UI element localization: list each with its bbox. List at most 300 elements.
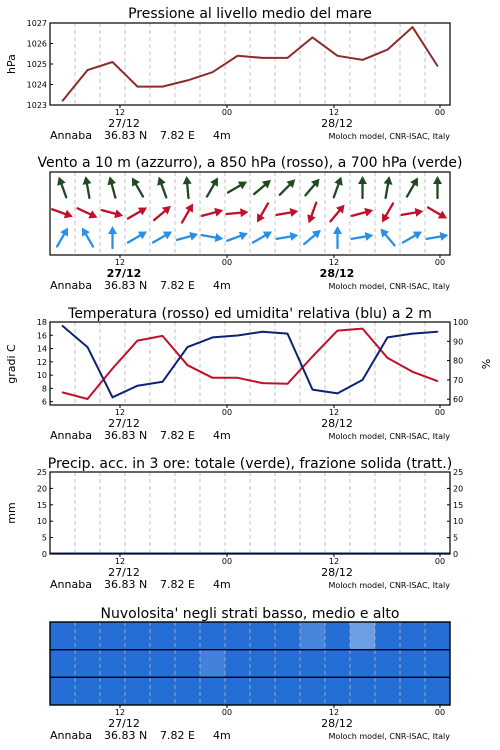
humidity-line-point bbox=[412, 333, 414, 335]
wind-arrow bbox=[128, 232, 147, 243]
cloud-cell bbox=[100, 650, 126, 678]
y-tick-label: 16 bbox=[36, 331, 47, 341]
wind-arrow-shaft bbox=[261, 203, 268, 215]
cloud-cell bbox=[300, 677, 326, 705]
wind-arrow-shaft bbox=[228, 186, 240, 193]
cloud-cell bbox=[100, 677, 126, 705]
wind-arrow-head bbox=[433, 176, 442, 184]
pressure-line-point bbox=[337, 55, 339, 57]
temperature-line-point bbox=[112, 368, 114, 370]
wind-arrow bbox=[330, 205, 344, 222]
wind-arrow-head bbox=[215, 233, 224, 242]
cloud-cover-panel bbox=[50, 606, 451, 742]
wind-arrow-shaft bbox=[136, 184, 143, 196]
cloud-cell bbox=[175, 622, 201, 650]
x-date-label: 27/12 bbox=[108, 566, 140, 579]
x-tick-label: 00 bbox=[221, 108, 233, 117]
cloud-cell bbox=[125, 677, 151, 705]
y-tick-label-right: 10 bbox=[453, 517, 464, 527]
wind-arrow-shaft bbox=[277, 236, 291, 238]
location-lon: 7.82 E bbox=[160, 279, 195, 292]
cloud-cell bbox=[375, 677, 401, 705]
cloud-cell bbox=[325, 650, 351, 678]
wind-arrow-head bbox=[415, 208, 424, 217]
wind-arrow-shaft bbox=[403, 236, 415, 243]
x-tick-label: 00 bbox=[221, 557, 233, 566]
temperature-humidity-panel bbox=[5, 306, 493, 442]
wind-arrow bbox=[102, 209, 123, 218]
wind-arrow-shaft bbox=[187, 184, 188, 198]
wind-arrow-shaft bbox=[128, 236, 140, 243]
humidity-line-point bbox=[312, 389, 314, 391]
wind-arrow-shaft bbox=[352, 236, 366, 238]
wind-arrow bbox=[257, 203, 268, 222]
cloud-cell bbox=[50, 622, 76, 650]
wind-arrow-shaft bbox=[87, 184, 89, 198]
wind-arrow bbox=[177, 232, 198, 241]
humidity-line-point bbox=[212, 337, 214, 339]
wind-arrow-shaft bbox=[78, 208, 91, 214]
y-tick-label: 1025 bbox=[26, 60, 47, 69]
wind-arrow-shaft bbox=[407, 184, 414, 196]
wind-arrow bbox=[228, 182, 247, 193]
wind-arrow bbox=[427, 232, 449, 241]
y-axis-label: mm bbox=[5, 502, 18, 524]
wind-arrow bbox=[128, 208, 147, 219]
x-tick-label: 00 bbox=[221, 258, 233, 267]
location-lat: 36.83 N bbox=[104, 129, 148, 142]
wind-arrow-shaft bbox=[334, 184, 339, 197]
wind-arrow-shaft bbox=[427, 236, 441, 238]
cloud-cell bbox=[150, 622, 176, 650]
cloud-cell bbox=[350, 622, 376, 650]
x-tick-label: 12 bbox=[328, 108, 340, 117]
y-tick-label: 1023 bbox=[26, 101, 47, 110]
y-tick-label-right: 5 bbox=[453, 533, 459, 543]
humidity-line-point bbox=[137, 385, 139, 387]
x-date-label: 27/12 bbox=[108, 417, 140, 430]
wind-arrow bbox=[333, 226, 342, 248]
pressure-line-point bbox=[162, 86, 164, 88]
wind-arrow bbox=[380, 229, 394, 246]
wind-arrow-head bbox=[440, 232, 449, 241]
wind-arrow-shaft bbox=[202, 235, 216, 237]
wind-arrow bbox=[277, 232, 299, 241]
cloud-cell bbox=[175, 677, 201, 705]
location-name: Annaba bbox=[50, 729, 92, 742]
wind-arrow bbox=[403, 232, 422, 243]
x-tick-label: 12 bbox=[114, 258, 126, 267]
wind-arrow bbox=[157, 177, 166, 198]
location-lat: 36.83 N bbox=[104, 429, 148, 442]
panel-title: Nuvolosita' negli strati basso, medio e alto bbox=[100, 606, 400, 622]
wind-arrow-shaft bbox=[277, 212, 291, 214]
cloud-cell bbox=[125, 622, 151, 650]
wind-arrow-head bbox=[83, 176, 92, 185]
wind-arrow-head bbox=[240, 208, 248, 217]
cloud-cell bbox=[425, 622, 451, 650]
wind-arrow bbox=[83, 176, 92, 198]
humidity-line-point bbox=[237, 335, 239, 337]
wind-arrow bbox=[358, 176, 367, 198]
x-tick-label: 12 bbox=[328, 408, 340, 417]
x-tick-label: 12 bbox=[114, 108, 126, 117]
humidity-line-point bbox=[387, 337, 389, 339]
y-tick-label: 8 bbox=[41, 384, 47, 394]
temperature-line-point bbox=[437, 380, 439, 382]
wind-arrow bbox=[154, 206, 171, 220]
cloud-cell bbox=[275, 677, 301, 705]
x-date-label: 28/12 bbox=[319, 267, 355, 280]
pressure-line-point bbox=[437, 65, 439, 67]
cloud-cell bbox=[325, 677, 351, 705]
y-tick-label-right: 60 bbox=[453, 395, 464, 405]
x-tick-label: 00 bbox=[434, 557, 446, 566]
wind-arrow-head bbox=[365, 232, 374, 241]
location-lat: 36.83 N bbox=[104, 279, 148, 292]
y-tick-label-right: 20 bbox=[453, 484, 464, 494]
pressure-line-point bbox=[212, 71, 214, 73]
y-tick-label-right: 0 bbox=[453, 550, 459, 559]
temperature-line-point bbox=[237, 377, 239, 379]
wind-arrow bbox=[280, 179, 296, 195]
pressure-line-point bbox=[112, 61, 114, 63]
location-lat: 36.83 N bbox=[104, 729, 148, 742]
wind-arrow-head bbox=[183, 176, 192, 184]
panel-title: Vento a 10 m (azzurro), a 850 hPa (rosso), a 700 hPa (verde) bbox=[37, 155, 463, 171]
y-tick-label-right: 25 bbox=[453, 468, 464, 477]
humidity-line-point bbox=[437, 331, 439, 333]
humidity-line-point bbox=[362, 379, 364, 381]
y-axis-label: hPa bbox=[5, 54, 18, 74]
pressure-line-point bbox=[87, 69, 89, 71]
wind-arrow bbox=[57, 227, 68, 246]
x-tick-label: 00 bbox=[221, 408, 233, 417]
wind-arrow-shaft bbox=[112, 184, 116, 198]
y-tick-label: 1027 bbox=[26, 19, 47, 28]
pressure-line-point bbox=[237, 55, 239, 57]
wind-arrow bbox=[132, 177, 143, 196]
wind-arrow-shaft bbox=[202, 212, 216, 216]
wind-arrow-shaft bbox=[153, 236, 165, 243]
temperature-line-point bbox=[212, 377, 214, 379]
humidity-line-point bbox=[162, 381, 164, 383]
location-lon: 7.82 E bbox=[160, 129, 195, 142]
y-axis-label-right: % bbox=[480, 358, 493, 370]
wind-arrow bbox=[352, 208, 373, 217]
cloud-cell bbox=[150, 677, 176, 705]
location-lat: 36.83 N bbox=[104, 578, 148, 591]
wind-arrow-head bbox=[108, 226, 117, 234]
x-tick-label: 00 bbox=[434, 258, 446, 267]
x-tick-label: 12 bbox=[114, 557, 126, 566]
precipitation-panel bbox=[5, 456, 463, 591]
y-tick-label-right: 80 bbox=[453, 356, 464, 366]
temperature-line-point bbox=[362, 328, 364, 330]
temperature-line-point bbox=[187, 364, 189, 366]
wind-arrow-shaft bbox=[304, 235, 315, 244]
wind-arrow bbox=[207, 177, 218, 196]
wind-arrow-shaft bbox=[330, 211, 339, 222]
cloud-cell bbox=[425, 677, 451, 705]
wind-arrow bbox=[78, 208, 98, 218]
wind-arrow bbox=[82, 227, 93, 246]
wind-arrow bbox=[202, 233, 224, 242]
wind-panel bbox=[37, 155, 462, 292]
temperature-line-point bbox=[62, 392, 64, 394]
x-date-label: 28/12 bbox=[321, 566, 353, 579]
y-tick-label: 10 bbox=[36, 371, 47, 381]
wind-arrow-shaft bbox=[161, 184, 166, 197]
wind-arrow-head bbox=[214, 208, 223, 217]
wind-arrow-head bbox=[114, 209, 123, 218]
wind-arrow bbox=[253, 232, 272, 243]
cloud-cell bbox=[75, 650, 101, 678]
y-tick-label: 12 bbox=[36, 357, 47, 367]
y-tick-label: 20 bbox=[36, 484, 47, 494]
temperature-line-point bbox=[337, 330, 339, 332]
location-lon: 7.82 E bbox=[160, 729, 195, 742]
location-elevation: 4m bbox=[213, 729, 231, 742]
cloud-cell bbox=[200, 677, 226, 705]
x-tick-label: 00 bbox=[434, 108, 446, 117]
wind-arrow bbox=[107, 176, 116, 197]
temperature-line-point bbox=[137, 340, 139, 342]
cloud-cell bbox=[350, 677, 376, 705]
humidity-line-point bbox=[262, 331, 264, 333]
cloud-cell bbox=[400, 650, 426, 678]
wind-arrow bbox=[307, 203, 316, 224]
temperature-line-point bbox=[412, 371, 414, 373]
wind-arrow-head bbox=[364, 208, 373, 217]
wind-arrow-shaft bbox=[352, 212, 366, 216]
location-elevation: 4m bbox=[213, 429, 231, 442]
cloud-cell bbox=[100, 622, 126, 650]
wind-arrow bbox=[382, 203, 393, 222]
wind-arrow-shaft bbox=[227, 213, 241, 214]
wind-arrow-shaft bbox=[102, 210, 116, 214]
cloud-cell bbox=[250, 622, 276, 650]
panel-title: Precip. acc. in 3 ore: totale (verde), frazione solida (tratt.) bbox=[47, 456, 453, 472]
wind-arrow-head bbox=[189, 232, 198, 241]
wind-arrow bbox=[254, 180, 271, 194]
location-lon: 7.82 E bbox=[160, 578, 195, 591]
wind-arrow bbox=[52, 209, 73, 218]
cloud-cell bbox=[425, 650, 451, 678]
y-tick-label-right: 100 bbox=[453, 318, 469, 327]
cloud-cell bbox=[75, 622, 101, 650]
x-tick-label: 00 bbox=[434, 708, 446, 717]
cloud-cell bbox=[400, 677, 426, 705]
wind-arrow-shaft bbox=[154, 211, 165, 220]
wind-arrow-head bbox=[358, 176, 367, 184]
wind-arrow bbox=[304, 230, 321, 244]
pressure-line-point bbox=[262, 57, 264, 59]
pressure-line-point bbox=[187, 80, 189, 82]
wind-arrow bbox=[407, 177, 418, 196]
x-tick-label: 12 bbox=[328, 258, 340, 267]
wind-arrow bbox=[334, 177, 343, 198]
cloud-cell bbox=[400, 622, 426, 650]
temperature-line-point bbox=[287, 383, 289, 385]
wind-arrow bbox=[57, 177, 66, 198]
wind-arrow bbox=[384, 176, 393, 198]
location-lon: 7.82 E bbox=[160, 429, 195, 442]
pressure-line-point bbox=[62, 100, 64, 102]
x-tick-label: 12 bbox=[114, 708, 126, 717]
x-tick-label: 12 bbox=[328, 557, 340, 566]
wind-arrow bbox=[153, 232, 172, 243]
y-tick-label: 0 bbox=[41, 550, 47, 559]
x-date-label: 28/12 bbox=[321, 717, 353, 730]
wind-arrow-shaft bbox=[386, 235, 395, 246]
x-tick-label: 12 bbox=[114, 408, 126, 417]
cloud-cell bbox=[225, 677, 251, 705]
y-tick-label: 18 bbox=[36, 318, 47, 327]
wind-arrow bbox=[108, 226, 117, 248]
model-credit: Moloch model, CNR-ISAC, Italy bbox=[328, 581, 450, 590]
y-tick-label: 15 bbox=[36, 500, 47, 510]
humidity-line-point bbox=[62, 325, 64, 327]
humidity-line-point bbox=[87, 346, 89, 348]
panel-title: Temperatura (rosso) ed umidita' relativa (blu) a 2 m bbox=[68, 306, 432, 322]
y-tick-label: 10 bbox=[36, 517, 47, 527]
y-tick-label: 1024 bbox=[26, 80, 47, 90]
temperature-line-point bbox=[262, 382, 264, 384]
wind-arrow-shaft bbox=[86, 234, 93, 246]
wind-arrow bbox=[183, 176, 192, 198]
pressure-line-point bbox=[362, 59, 364, 61]
cloud-cell bbox=[50, 677, 76, 705]
wind-arrow-shaft bbox=[402, 212, 416, 214]
x-date-label: 27/12 bbox=[106, 267, 142, 280]
temperature-line-point bbox=[87, 398, 89, 400]
cloud-cell bbox=[275, 650, 301, 678]
model-credit: Moloch model, CNR-ISAC, Italy bbox=[328, 282, 450, 291]
wind-arrow-head bbox=[290, 232, 299, 241]
cloud-cell bbox=[250, 677, 276, 705]
wind-arrow-shaft bbox=[177, 236, 191, 240]
wind-arrow bbox=[402, 208, 424, 217]
wind-arrow-head bbox=[107, 176, 116, 185]
wind-arrow bbox=[433, 176, 442, 198]
cloud-cell bbox=[175, 650, 201, 678]
plot-frame bbox=[50, 23, 450, 105]
cloud-cell bbox=[200, 650, 226, 678]
y-tick-label: 1026 bbox=[26, 39, 47, 49]
location-name: Annaba bbox=[50, 578, 92, 591]
cloud-cell bbox=[375, 622, 401, 650]
x-date-label: 28/12 bbox=[321, 417, 353, 430]
wind-arrow-shaft bbox=[128, 212, 140, 219]
cloud-cell bbox=[150, 650, 176, 678]
wind-arrow-shaft bbox=[207, 184, 214, 196]
cloud-cell bbox=[125, 650, 151, 678]
wind-arrow bbox=[352, 232, 374, 241]
temperature-line-point bbox=[312, 356, 314, 358]
cloud-cell bbox=[225, 622, 251, 650]
wind-arrow-shaft bbox=[52, 209, 65, 214]
wind-arrow-head bbox=[333, 226, 342, 234]
wind-arrow-shaft bbox=[305, 185, 314, 196]
model-credit: Moloch model, CNR-ISAC, Italy bbox=[328, 732, 450, 741]
humidity-line-point bbox=[187, 346, 189, 348]
humidity-line-point bbox=[287, 333, 289, 335]
location-name: Annaba bbox=[50, 279, 92, 292]
y-tick-label-right: 15 bbox=[453, 500, 464, 510]
cloud-cell bbox=[375, 650, 401, 678]
y-tick-label-right: 90 bbox=[453, 337, 464, 347]
model-credit: Moloch model, CNR-ISAC, Italy bbox=[328, 432, 450, 441]
wind-arrow bbox=[182, 203, 193, 222]
wind-arrow-shaft bbox=[61, 184, 66, 197]
humidity-line-point bbox=[112, 396, 114, 398]
x-date-label: 27/12 bbox=[108, 117, 140, 130]
y-tick-label: 6 bbox=[41, 397, 47, 407]
x-date-label: 28/12 bbox=[321, 117, 353, 130]
wind-arrow bbox=[428, 208, 447, 219]
wind-arrow-shaft bbox=[254, 185, 265, 194]
wind-arrow-shaft bbox=[386, 184, 388, 198]
wind-arrow-shaft bbox=[428, 208, 440, 215]
humidity-line-point bbox=[337, 393, 339, 395]
pressure-line-point bbox=[312, 37, 314, 39]
wind-arrow-shaft bbox=[57, 234, 64, 246]
location-elevation: 4m bbox=[213, 279, 231, 292]
y-tick-label: 5 bbox=[41, 533, 47, 543]
pressure-line-point bbox=[287, 57, 289, 59]
cloud-cell bbox=[225, 650, 251, 678]
cloud-cell bbox=[50, 650, 76, 678]
wind-arrow-shaft bbox=[227, 236, 240, 241]
cloud-cell bbox=[275, 622, 301, 650]
x-tick-label: 00 bbox=[221, 708, 233, 717]
wind-arrow bbox=[277, 208, 299, 217]
cloud-cell bbox=[250, 650, 276, 678]
wind-arrow-shaft bbox=[253, 236, 265, 243]
panel-title: Pressione al livello medio del mare bbox=[128, 6, 372, 22]
model-credit: Moloch model, CNR-ISAC, Italy bbox=[328, 132, 450, 141]
y-tick-label: 14 bbox=[36, 344, 47, 354]
plot-frame bbox=[50, 472, 450, 554]
temperature-line-point bbox=[387, 357, 389, 359]
wind-arrow-head bbox=[384, 176, 393, 185]
temperature-line-point bbox=[162, 335, 164, 337]
cloud-cell bbox=[325, 622, 351, 650]
wind-arrow-shaft bbox=[280, 185, 290, 195]
cloud-cell bbox=[200, 622, 226, 650]
wind-arrow bbox=[305, 179, 319, 196]
wind-arrow bbox=[202, 208, 223, 217]
location-elevation: 4m bbox=[213, 578, 231, 591]
wind-arrow-shaft bbox=[182, 210, 189, 222]
wind-arrow-head bbox=[290, 208, 299, 217]
pressure-line-point bbox=[412, 26, 414, 28]
x-tick-label: 00 bbox=[434, 408, 446, 417]
x-tick-label: 12 bbox=[328, 708, 340, 717]
cloud-cell bbox=[75, 677, 101, 705]
location-name: Annaba bbox=[50, 429, 92, 442]
pressure-line-point bbox=[137, 86, 139, 88]
wind-arrow-shaft bbox=[386, 203, 393, 215]
location-name: Annaba bbox=[50, 129, 92, 142]
wind-arrow-shaft bbox=[311, 203, 316, 216]
location-elevation: 4m bbox=[213, 129, 231, 142]
cloud-cell bbox=[300, 650, 326, 678]
wind-arrow bbox=[227, 208, 249, 217]
y-tick-label: 25 bbox=[36, 468, 47, 477]
x-date-label: 27/12 bbox=[108, 717, 140, 730]
